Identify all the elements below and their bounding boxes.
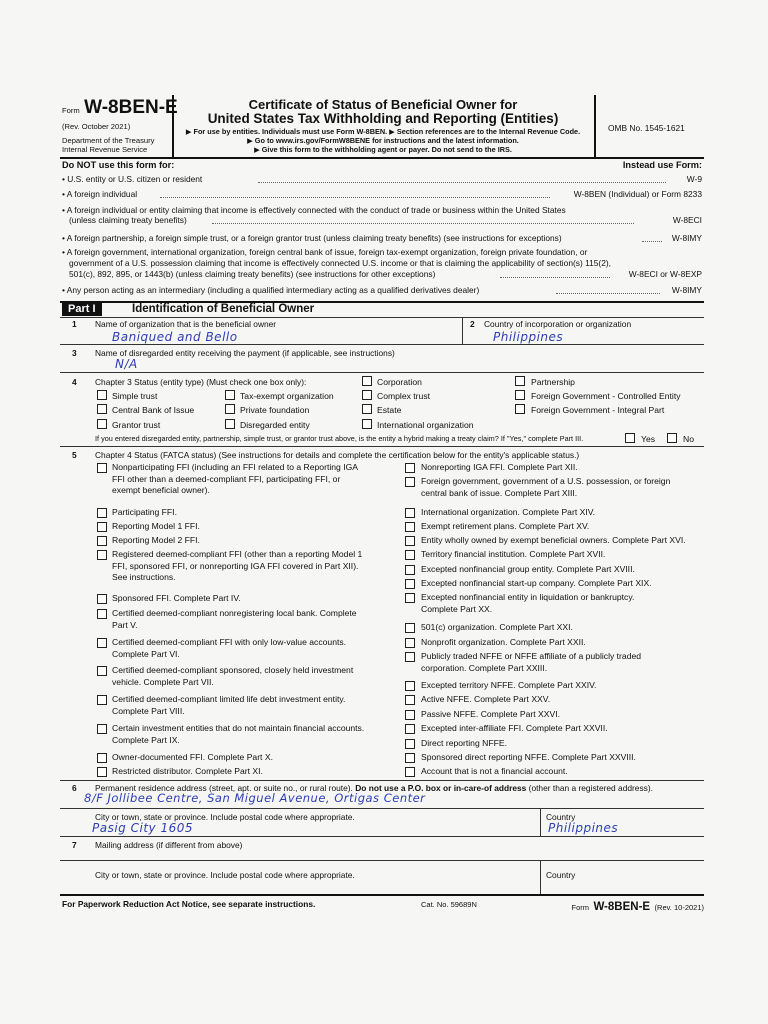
fatca-left-label: Complete Part VIII. xyxy=(112,705,185,716)
leader-dots xyxy=(500,269,610,278)
dnu-row-4-form: W-8IMY xyxy=(671,233,702,243)
fatca-right-label: Account that is not a financial account. xyxy=(421,766,568,776)
organization-name-field[interactable]: Baniqued and Bello xyxy=(112,330,238,344)
line-5-number: 5 xyxy=(72,450,77,460)
fatca-right-checkbox[interactable] xyxy=(405,753,415,763)
form-id-block xyxy=(62,97,178,119)
fatca-left-label: Certified deemed-compliant limited life debt investment entity. xyxy=(112,694,346,704)
fatca-left-checkbox[interactable] xyxy=(97,536,107,546)
checkbox-grantor-trust[interactable] xyxy=(97,419,107,429)
part1-title: Identification of Beneficial Owner xyxy=(132,303,315,315)
form-note-2: ▶ Go to www.irs.gov/FormW8BENE for instructions and the latest information. xyxy=(247,136,519,145)
fatca-left-checkbox[interactable] xyxy=(97,609,107,619)
city-field[interactable]: Pasig City 1605 xyxy=(92,821,193,835)
dnu-row-6-form: W-8IMY xyxy=(671,285,702,295)
line-6-label-c: (other than a registered address). xyxy=(528,783,653,793)
fatca-left-label: Certain investment entities that do not maintain financial accounts. xyxy=(112,723,365,733)
leader-dots xyxy=(556,285,660,294)
line-4-number: 4 xyxy=(72,377,77,387)
fatca-left-label: FFI, sponsored FFI, or nonreporting IGA FFI covered in Part XII). xyxy=(112,560,359,571)
checkbox-estate[interactable] xyxy=(362,404,372,414)
checkbox-corporation[interactable] xyxy=(362,376,372,386)
fatca-left-checkbox[interactable] xyxy=(97,767,107,777)
city2-country-divider xyxy=(540,860,541,894)
paperwork-notice: For Paperwork Reduction Act Notice, see separate instructions. xyxy=(62,899,316,909)
fatca-left-label: vehicle. Complete Part VII. xyxy=(112,676,214,687)
fatca-right-label: Excepted territory NFFE. Complete Part XXIV. xyxy=(421,680,597,690)
dnu-row-3-text: • A foreign individual or entity claiming that income is effectively connected with the conduct of trade or business within the United States xyxy=(62,205,566,215)
fatca-left-label: Restricted distributor. Complete Part XI. xyxy=(112,766,263,776)
fatca-left-label: Registered deemed-compliant FFI (other than a reporting Model 1 xyxy=(112,549,363,559)
fatca-right-checkbox[interactable] xyxy=(405,550,415,560)
form-bottom-rule xyxy=(60,894,704,896)
dnu-row-2-form: W-8BEN (Individual) or Form 8233 xyxy=(573,189,702,199)
form-title-line-1: Certificate of Status of Beneficial Owner for xyxy=(248,97,518,112)
form-name: W-8BEN-E xyxy=(84,97,178,118)
fatca-left-checkbox[interactable] xyxy=(97,550,107,560)
label-international-organization: International organization xyxy=(377,420,474,430)
checkbox-tax-exempt-organization[interactable] xyxy=(225,390,235,400)
fatca-right-label: Complete Part XX. xyxy=(421,603,493,614)
checkbox-disregarded-entity[interactable] xyxy=(225,419,235,429)
cat-number: Cat. No. 59689N xyxy=(421,900,477,909)
checkbox-foreign-gov-controlled[interactable] xyxy=(515,390,525,400)
fatca-left-checkbox[interactable] xyxy=(97,522,107,532)
line-5-rule xyxy=(60,780,704,781)
fatca-left-checkbox[interactable] xyxy=(97,666,107,676)
residence-address-field[interactable]: 8/F Jollibee Centre, San Miguel Avenue, Ortigas Center xyxy=(84,791,426,805)
fatca-right-label: Nonprofit organization. Complete Part XXII. xyxy=(421,637,586,647)
header-divider-right xyxy=(594,95,596,157)
fatca-right-label: Active NFFE. Complete Part XXV. xyxy=(421,694,551,704)
dnu-row-1-form: W-9 xyxy=(686,174,702,184)
form-title-line-2: United States Tax Withholding and Reporting (Entities) xyxy=(207,111,559,126)
fatca-right-label: Entity wholly owned by exempt beneficial owners. Complete Part XVI. xyxy=(421,535,686,545)
label-partnership: Partnership xyxy=(531,377,575,387)
fatca-right-label: 501(c) organization. Complete Part XXI. xyxy=(421,622,573,632)
line-3-number: 3 xyxy=(72,348,77,358)
country-field[interactable]: Philippines xyxy=(548,821,619,835)
label-estate: Estate xyxy=(377,405,402,415)
fatca-left-label: FFI other than a deemed-compliant FFI, participating FFI, or xyxy=(112,473,341,484)
label-tax-exempt-organization: Tax-exempt organization xyxy=(240,391,334,401)
line-6-number: 6 xyxy=(72,783,77,793)
fatca-left-label: Nonparticipating FFI (including an FFI related to a Reporting IGA xyxy=(112,462,358,472)
fatca-right-checkbox[interactable] xyxy=(405,710,415,720)
label-simple-trust: Simple trust xyxy=(112,391,158,401)
line-2-number: 2 xyxy=(470,319,475,329)
fatca-right-label: Excepted nonfinancial entity in liquidation or bankruptcy. xyxy=(421,592,635,602)
fatca-right-checkbox[interactable] xyxy=(405,638,415,648)
disregarded-entity-field[interactable]: N/A xyxy=(115,357,138,371)
line-3-rule xyxy=(60,372,704,373)
fatca-left-label: Complete Part VI. xyxy=(112,648,180,659)
city-country-divider xyxy=(540,808,541,836)
checkbox-hybrid-yes[interactable] xyxy=(625,433,635,443)
line-5-label: Chapter 4 Status (FATCA status) (See instructions for details and complete the certification below for the entity's applicable status.) xyxy=(95,450,580,460)
footer-form-label: Form xyxy=(571,903,589,912)
fatca-left-checkbox[interactable] xyxy=(97,753,107,763)
dnu-row-6-text: • Any person acting as an intermediary (including a qualified intermediary acting as a qualified derivatives dealer) xyxy=(62,285,480,295)
leader-dots xyxy=(258,174,666,183)
country-label: Country xyxy=(546,812,576,822)
fatca-left-label: Certified deemed-compliant sponsored, closely held investment xyxy=(112,665,354,675)
part1-title-rule xyxy=(60,317,704,318)
fatca-right-checkbox[interactable] xyxy=(405,508,415,518)
dept-line-2: Internal Revenue Service xyxy=(62,145,148,154)
label-corporation: Corporation xyxy=(377,377,422,387)
fatca-left-checkbox[interactable] xyxy=(97,638,107,648)
dnu-row-5-text-3: 501(c), 892, 895, or 1443(b) (unless claiming treaty benefits) (see instructions for other exceptions) xyxy=(69,269,436,279)
fatca-right-checkbox[interactable] xyxy=(405,652,415,662)
dnu-row-3-text-2: (unless claiming treaty benefits) xyxy=(69,215,187,225)
fatca-right-checkbox[interactable] xyxy=(405,522,415,532)
line-6-label-a: Permanent residence address (street, apt. or suite no., or rural route). xyxy=(95,783,353,793)
fatca-left-label: Sponsored FFI. Complete Part IV. xyxy=(112,593,241,603)
fatca-right-label: central bank of issue. Complete Part XIII. xyxy=(421,487,578,498)
fatca-right-label: Nonreporting IGA FFI. Complete Part XII. xyxy=(421,462,578,472)
fatca-left-label: Certified deemed-compliant nonregistering local bank. Complete xyxy=(112,608,357,618)
dnu-row-3-form: W-8ECI xyxy=(672,215,702,225)
fatca-right-label: Passive NFFE. Complete Part XXVI. xyxy=(421,709,560,719)
checkbox-partnership[interactable] xyxy=(515,376,525,386)
dnu-row-2-text: • A foreign individual xyxy=(62,189,138,199)
fatca-right-checkbox[interactable] xyxy=(405,767,415,777)
fatca-right-checkbox[interactable] xyxy=(405,579,415,589)
label-foreign-gov-integral: Foreign Government - Integral Part xyxy=(531,405,665,415)
fatca-right-checkbox[interactable] xyxy=(405,739,415,749)
label-complex-trust: Complex trust xyxy=(377,391,431,401)
footer-form-id xyxy=(571,897,704,915)
leader-dots xyxy=(642,233,662,242)
fatca-right-label: Excepted nonfinancial group entity. Complete Part XVIII. xyxy=(421,564,635,574)
form-label: Form xyxy=(62,106,80,115)
fatca-right-label: Foreign government, government of a U.S. possession, or foreign xyxy=(421,476,671,486)
line-4-rule xyxy=(60,446,704,447)
omb-number: OMB No. 1545-1621 xyxy=(608,123,685,133)
checkbox-complex-trust[interactable] xyxy=(362,390,372,400)
revision-date: (Rev. October 2021) xyxy=(62,122,131,131)
dnu-row-5-text: • A foreign government, international organization, foreign central bank of issue, foreign tax-exempt organization, foreign private foundation, or xyxy=(62,247,588,257)
line-6-rule xyxy=(60,808,704,809)
line-4-label: Chapter 3 Status (entity type) (Must check one box only): xyxy=(95,377,307,387)
fatca-right-label: Excepted nonfinancial start-up company. Complete Part XIX. xyxy=(421,578,652,588)
instead-use-heading: Instead use Form: xyxy=(622,160,702,170)
fatca-right-label: Sponsored direct reporting NFFE. Complete Part XXVIII. xyxy=(421,752,636,762)
hybrid-question: If you entered disregarded entity, partnership, simple trust, or grantor trust above, is the entity a hybrid making a treaty claim? If "Yes," complete Part III. xyxy=(95,434,584,443)
checkbox-central-bank[interactable] xyxy=(97,404,107,414)
label-private-foundation: Private foundation xyxy=(240,405,310,415)
fatca-right-checkbox[interactable] xyxy=(405,681,415,691)
fatca-left-checkbox[interactable] xyxy=(97,463,107,473)
label-disregarded-entity: Disregarded entity xyxy=(240,420,310,430)
fatca-left-checkbox[interactable] xyxy=(97,508,107,518)
line-1-rule xyxy=(60,344,704,345)
label-yes: Yes xyxy=(641,434,656,444)
form-note-1: ▶ For use by entities. Individuals must use Form W-8BEN. ▶ Section references are to the Internal Revenue Code. xyxy=(185,127,581,136)
label-no: No xyxy=(683,434,694,444)
fatca-right-checkbox[interactable] xyxy=(405,623,415,633)
fatca-right-checkbox[interactable] xyxy=(405,477,415,487)
fatca-right-label: corporation. Complete Part XXIII. xyxy=(421,662,548,673)
dnu-row-1-text: • U.S. entity or U.S. citizen or resident xyxy=(62,174,203,184)
fatca-left-label: Reporting Model 2 FFI. xyxy=(112,535,200,545)
dnu-row-4-text: • A foreign partnership, a foreign simple trust, or a foreign grantor trust (unless claiming treaty benefits) (see instructions for exceptions) xyxy=(62,233,562,243)
label-central-bank: Central Bank of Issue xyxy=(112,405,195,415)
line-3-label: Name of disregarded entity receiving the payment (if applicable, see instructions) xyxy=(95,348,395,358)
country2-label: Country xyxy=(546,870,576,880)
do-not-use-heading: Do NOT use this form for: xyxy=(62,160,175,170)
fatca-right-checkbox[interactable] xyxy=(405,695,415,705)
part1-label: Part I xyxy=(62,302,102,316)
line-7-number: 7 xyxy=(72,840,77,850)
fatca-left-label: Part V. xyxy=(112,619,138,630)
fatca-left-checkbox[interactable] xyxy=(97,724,107,734)
leader-dots xyxy=(160,189,550,198)
form-note-3: ▶ Give this form to the withholding agent or payer. Do not send to the IRS. xyxy=(254,145,512,154)
line-7-rule xyxy=(60,860,704,861)
fatca-right-checkbox[interactable] xyxy=(405,724,415,734)
fatca-left-label: Participating FFI. xyxy=(112,507,177,517)
checkbox-private-foundation[interactable] xyxy=(225,404,235,414)
fatca-right-checkbox[interactable] xyxy=(405,593,415,603)
header-rule xyxy=(60,157,704,159)
city-rule xyxy=(60,836,704,837)
line-2-label: Country of incorporation or organization xyxy=(484,319,632,329)
fatca-left-checkbox[interactable] xyxy=(97,695,107,705)
checkbox-hybrid-no[interactable] xyxy=(667,433,677,443)
fatca-right-label: Direct reporting NFFE. xyxy=(421,738,507,748)
checkbox-foreign-gov-integral[interactable] xyxy=(515,404,525,414)
fatca-right-label: International organization. Complete Part XIV. xyxy=(421,507,596,517)
fatca-left-label: exempt beneficial owner). xyxy=(112,485,210,495)
label-grantor-trust: Grantor trust xyxy=(112,420,161,430)
city-label: City or town, state or province. Include postal code where appropriate. xyxy=(95,812,355,822)
fatca-right-checkbox[interactable] xyxy=(405,536,415,546)
fatca-right-label: Excepted inter-affiliate FFI. Complete Part XXVII. xyxy=(421,723,608,733)
fatca-right-checkbox[interactable] xyxy=(405,463,415,473)
city2-label: City or town, state or province. Include postal code where appropriate. xyxy=(95,870,355,880)
line-1-2-divider xyxy=(462,317,463,344)
fatca-left-label: Owner-documented FFI. Complete Part X. xyxy=(112,752,273,762)
line-7-label: Mailing address (if different from above) xyxy=(95,840,243,850)
fatca-left-label: Complete Part IX. xyxy=(112,734,180,745)
checkbox-international-organization[interactable] xyxy=(362,419,372,429)
fatca-right-label: Exempt retirement plans. Complete Part XV. xyxy=(421,521,590,531)
footer-form-name: W-8BEN-E xyxy=(593,901,651,913)
line-1-label: Name of organization that is the beneficial owner xyxy=(95,319,277,329)
fatca-left-checkbox[interactable] xyxy=(97,594,107,604)
line-6-label-b: Do not use a P.O. box or in-care-of address xyxy=(355,783,527,793)
line-1-number: 1 xyxy=(72,319,77,329)
leader-dots xyxy=(212,215,634,224)
country-of-incorporation-field[interactable]: Philippines xyxy=(493,330,564,344)
fatca-right-label: Publicly traded NFFE or NFFE affiliate of a publicly traded xyxy=(421,651,642,661)
dnu-row-5-form: W-8ECI or W-8EXP xyxy=(628,269,702,279)
label-foreign-gov-controlled: Foreign Government - Controlled Entity xyxy=(531,391,681,401)
fatca-left-label: See instructions. xyxy=(112,572,176,582)
checkbox-simple-trust[interactable] xyxy=(97,390,107,400)
dnu-row-5-text-2: government of a U.S. possession claiming that income is effectively connected U.S. income or that is claiming the applicability of section(s) 115(2), xyxy=(69,258,611,268)
footer-rev: (Rev. 10-2021) xyxy=(654,903,704,912)
fatca-right-checkbox[interactable] xyxy=(405,565,415,575)
fatca-right-label: Territory financial institution. Complete Part XVII. xyxy=(421,549,606,559)
dept-line-1: Department of the Treasury xyxy=(62,136,155,145)
fatca-left-label: Certified deemed-compliant FFI with only low-value accounts. xyxy=(112,637,347,647)
fatca-left-label: Reporting Model 1 FFI. xyxy=(112,521,200,531)
